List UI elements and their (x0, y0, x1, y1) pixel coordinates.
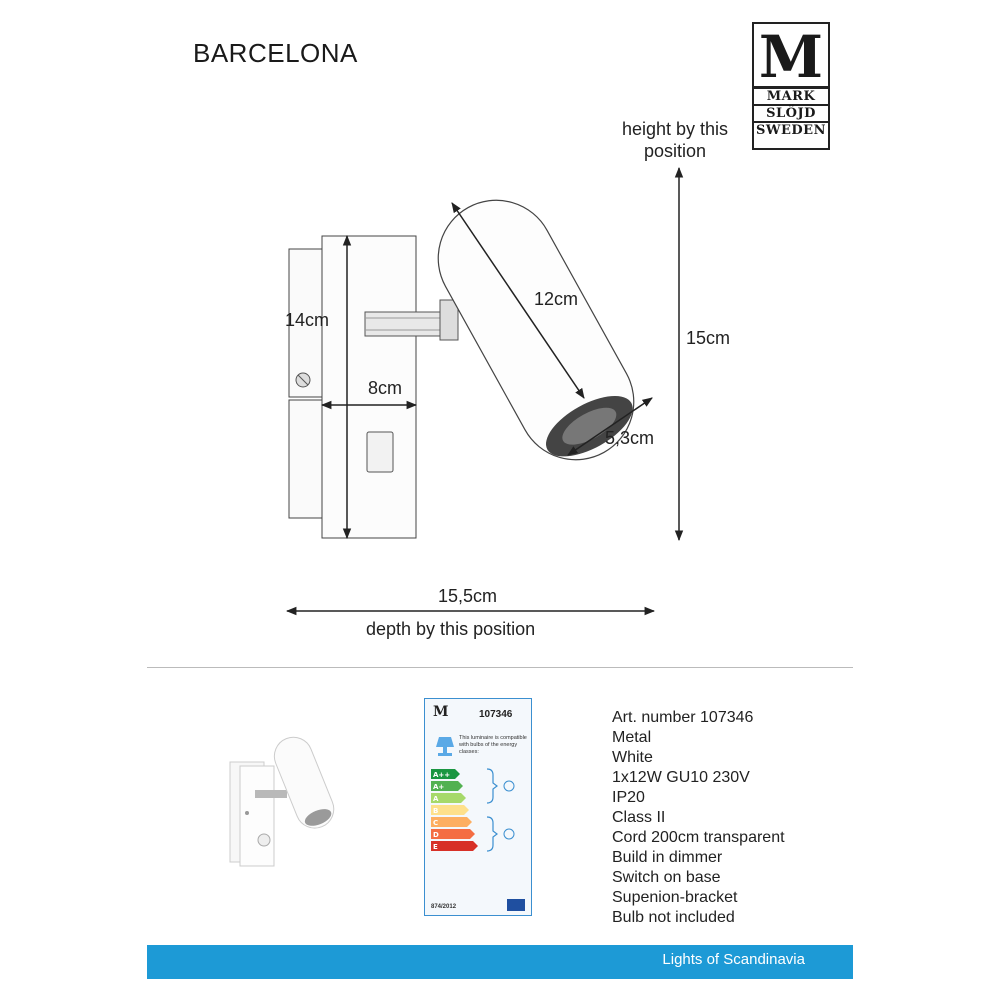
spec-item: 1x12W GU10 230V (612, 769, 750, 786)
bulb-icon (504, 829, 514, 839)
spec-item: Class II (612, 809, 666, 826)
energy-label (424, 698, 532, 916)
energy-class-label: D (433, 831, 439, 839)
tube-length-label: 12cm (534, 289, 579, 309)
spec-item: Metal (612, 729, 652, 746)
spec-item: Cord 200cm transparent (612, 829, 785, 846)
energy-bracket (487, 769, 497, 803)
depth-label: 15,5cm (438, 586, 498, 606)
depth-note: depth by this position (366, 619, 536, 639)
section-divider (147, 667, 853, 668)
energy-class-label: B (433, 807, 439, 815)
plate-width-label: 8cm (368, 378, 403, 398)
height-note (590, 118, 760, 162)
energy-class-label: A (433, 795, 439, 803)
energy-class-label: C (433, 819, 439, 827)
spec-list (612, 708, 785, 928)
product-title: BARCELONA (193, 38, 358, 68)
spec-item: IP20 (612, 789, 645, 806)
height-note-line-2: position (643, 141, 707, 161)
height-note-line-1: height by this (621, 119, 729, 139)
energy-class-label: A+ (433, 783, 445, 791)
energy-class-label: A++ (433, 771, 451, 779)
logo-line-3: SWEDEN (754, 121, 828, 138)
energy-class-label: E (433, 843, 438, 851)
spec-item: Supenion-bracket (612, 889, 738, 906)
logo-line-1: MARK (754, 86, 828, 104)
energy-bracket (487, 817, 497, 851)
product-photo (200, 720, 380, 870)
footer-label: Lights of Scandinavia (662, 951, 805, 968)
spec-item: Build in dimmer (612, 849, 723, 866)
spec-item: Switch on base (612, 869, 721, 886)
total-height-label: 15cm (686, 328, 731, 348)
energy-regulation: 874/2012 (431, 904, 457, 910)
spec-item: Bulb not included (612, 909, 735, 926)
logo-line-2: SLÖJD (754, 104, 828, 121)
plate-height-label: 14cm (285, 310, 330, 330)
tube-diameter-label: 5,3cm (605, 428, 655, 448)
energy-label-logo: M (433, 704, 449, 720)
dimmer-knob (367, 432, 393, 472)
footer-banner (147, 945, 853, 979)
spec-item: Art. number 107346 (612, 709, 754, 726)
energy-class-bar (431, 841, 478, 851)
eu-flag-icon (507, 899, 525, 911)
wall-plate-edge (289, 249, 323, 518)
logo-monogram: M (758, 23, 824, 91)
energy-note: This luminaire is compatible with bulbs of the energy classes: (459, 735, 527, 755)
energy-scale (429, 731, 533, 861)
spec-item: White (612, 749, 653, 766)
energy-article-number: 107346 (479, 709, 513, 720)
bulb-icon (504, 781, 514, 791)
